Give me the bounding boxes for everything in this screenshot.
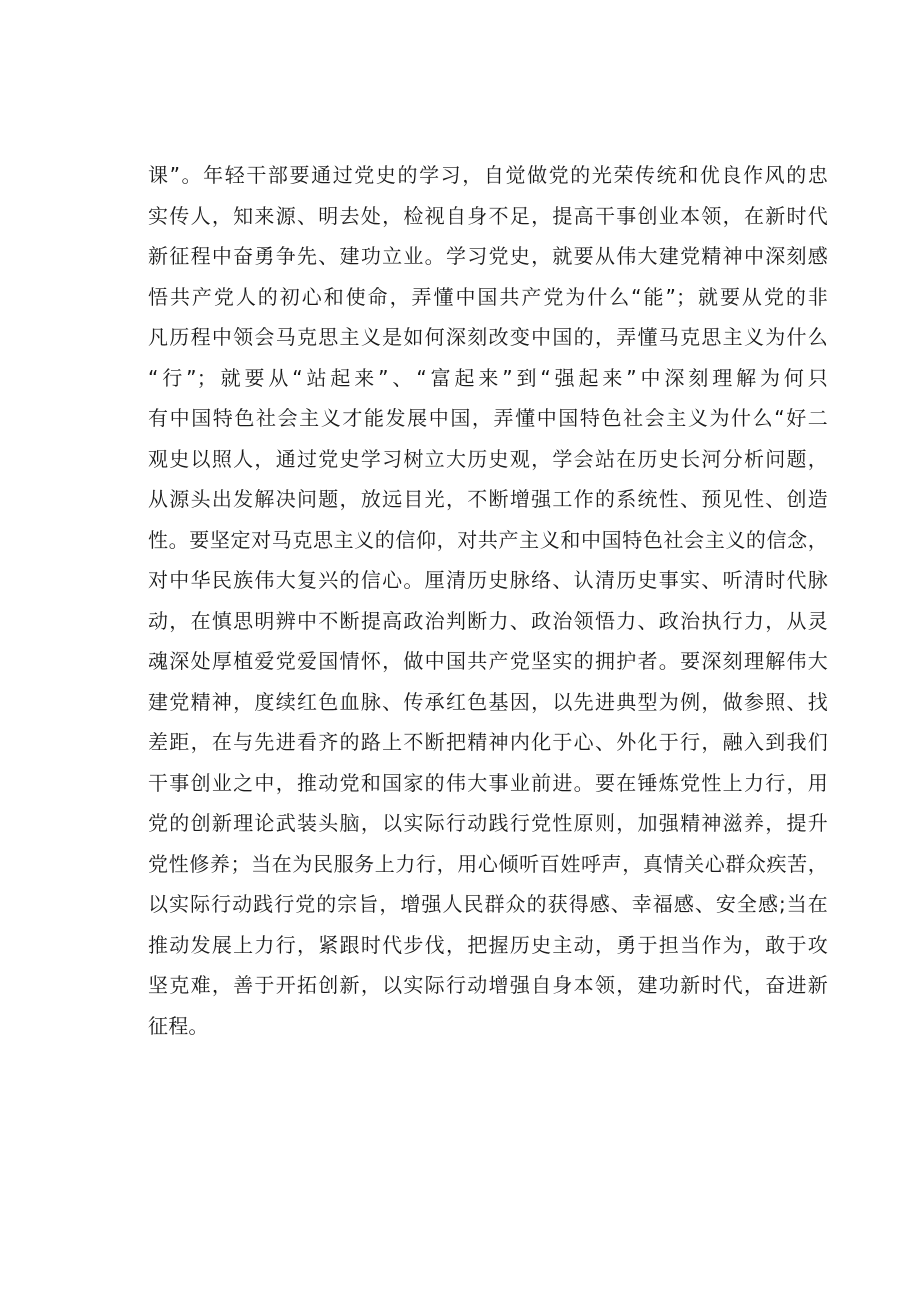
text-line: 党性修养；当在为民服务上力行，用心倾听百姓呼声，真情关心群众疾苦， bbox=[148, 851, 828, 876]
text-line: 实传人，知来源、明去处，检视自身不足，提高干事创业本领，在新时代 bbox=[148, 203, 828, 228]
text-line: 推动发展上力行，紧跟时代步伐，把握历史主动，勇于担当作为，敢于攻 bbox=[148, 932, 828, 957]
text-line: 凡历程中领会马克思主义是如何深刻改变中国的，弄懂马克思主义为什么 bbox=[148, 325, 828, 349]
text-line: 魂深处厚植爱党爱国情怀，做中国共产党坚实的拥护者。要深刻理解伟大 bbox=[148, 649, 828, 673]
body-paragraph bbox=[148, 155, 828, 1046]
text-line-last: 征程。 bbox=[148, 1013, 209, 1038]
text-line: 对中华民族伟大复兴的信心。厘清历史脉络、认清历史事实、听清时代脉 bbox=[148, 568, 828, 592]
text-line: 从源头出发解决问题，放远目光，不断增强工作的系统性、预见性、创造 bbox=[148, 487, 828, 511]
text-line: 坚克难，善于开拓创新，以实际行动增强自身本领，建功新时代，奋进新 bbox=[148, 973, 828, 997]
text-line: 新征程中奋勇争先、建功立业。学习党史，就要从伟大建党精神中深刻感 bbox=[148, 244, 828, 268]
text-line: 观史以照人，通过党史学习树立大历史观，学会站在历史长河分析问题， bbox=[148, 446, 828, 471]
text-line: 悟共产党人的初心和使命，弄懂中国共产党为什么“能”；就要从党的非 bbox=[148, 284, 828, 309]
text-line: “行”；就要从“站起来”、“富起来”到“强起来”中深刻理解为何只 bbox=[148, 365, 828, 390]
text-line: 动，在慎思明辨中不断提高政治判断力、政治领悟力、政治执行力，从灵 bbox=[148, 608, 828, 633]
text-line: 建党精神，度续红色血脉、传承红色基因，以先进典型为例，做参照、找 bbox=[148, 689, 828, 714]
text-line: 性。要坚定对马克思主义的信仰，对共产主义和中国特色社会主义的信念， bbox=[148, 527, 828, 552]
text-line: 干事创业之中，推动党和国家的伟大事业前进。要在锤炼党性上力行，用 bbox=[148, 770, 828, 795]
text-line: 课”。年轻干部要通过党史的学习，自觉做党的光荣传统和优良作风的忠 bbox=[148, 163, 828, 187]
text-line: 以实际行动践行党的宗旨，增强人民群众的获得感、幸福感、安全感;当在 bbox=[148, 892, 828, 916]
text-line: 差距，在与先进看齐的路上不断把精神内化于心、外化于行，融入到我们 bbox=[148, 730, 828, 754]
text-line: 党的创新理论武装头脑，以实际行动践行党性原则，加强精神滋养，提升 bbox=[148, 811, 828, 835]
text-line: 有中国特色社会主义才能发展中国，弄懂中国特色社会主义为什么“好二 bbox=[148, 406, 828, 430]
